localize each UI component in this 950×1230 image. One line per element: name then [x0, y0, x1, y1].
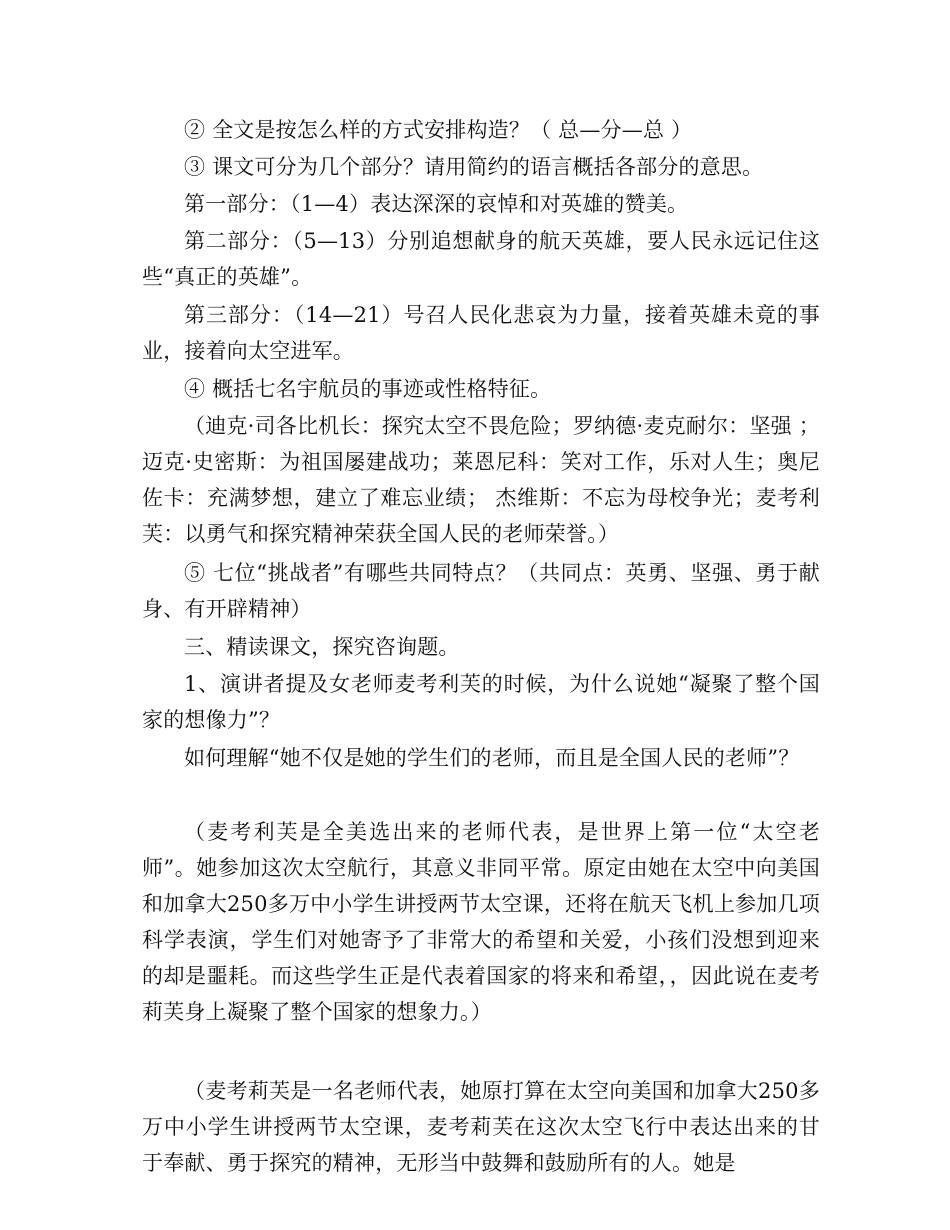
question-1: 1、演讲者提及女老师麦考利芙的时候，为什么说她“凝聚了整个国家的想像力”？ [142, 672, 820, 732]
question-parts: ③ 课文可分为几个部分？请用简约的语言概括各部分的意思。 [184, 155, 764, 179]
question-1-follow-up: 如何理解“她不仅是她的学生们的老师，而且是全国人民的老师”？ [184, 746, 800, 770]
question-astronauts: ④ 概括七名宇航员的事迹或性格特征。 [184, 377, 552, 401]
part-two: 第二部分：（5—13）分别追想献身的航天英雄，要人民永远记住这些“真正的英雄”。 [142, 229, 820, 289]
answer-1b: （麦考莉芙是一名老师代表，她原打算在太空向美国和加拿大250多万中小学生讲授两节太空课，麦考莉芙在这次太空飞行中表达出来的甘于奉献、勇于探究的精神，无形当中鼓舞和鼓励所有的人。她是 [142, 1079, 820, 1175]
answer-astronauts: （迪克·司各比机长：探究太空不畏危险；罗纳德·麦克耐尔：坚强 ；迈克·史密斯：为祖国屡建战功；莱恩尼科：笑对工作，乐对人生；奥尼佐卡：充满梦想，建立了难忘业绩； 杰维斯：不忘为母校争光；麦考利芙：以勇气和探究精神荣获全国人民的老师荣誉。） [142, 414, 820, 546]
question-common-traits: ⑤ 七位“挑战者”有哪些共同特点？（共同点：英勇、坚强、勇于献身、有开辟精神） [142, 561, 820, 621]
answer-1a: （麦考利芙是全美选出来的老师代表，是世界上第一位“太空老师”。她参加这次太空航行，其意义非同平常。原定由她在太空中向美国和加拿大250多万中小学生讲授两节太空课，还将在航天飞机上参加几项科学表演，学生们对她寄予了非常大的希望和关爱，小孩们没想到迎来的却是噩耗。而这些学生正是代表着国家的将来和希望，，因此说在麦考莉芙身上凝聚了整个国家的想象力。） [142, 820, 820, 1024]
question-structure: ② 全文是按怎么样的方式安排构造？（ 总—分—总 ） [184, 118, 693, 142]
part-one: 第一部分：（1—4）表达深深的哀悼和对英雄的赞美。 [184, 192, 689, 216]
part-three: 第三部分：（14—21）号召人民化悲哀为力量，接着英雄未竟的事业，接着向太空进军。 [142, 303, 820, 363]
section-heading-3: 三、精读课文，探究咨询题。 [184, 635, 460, 659]
